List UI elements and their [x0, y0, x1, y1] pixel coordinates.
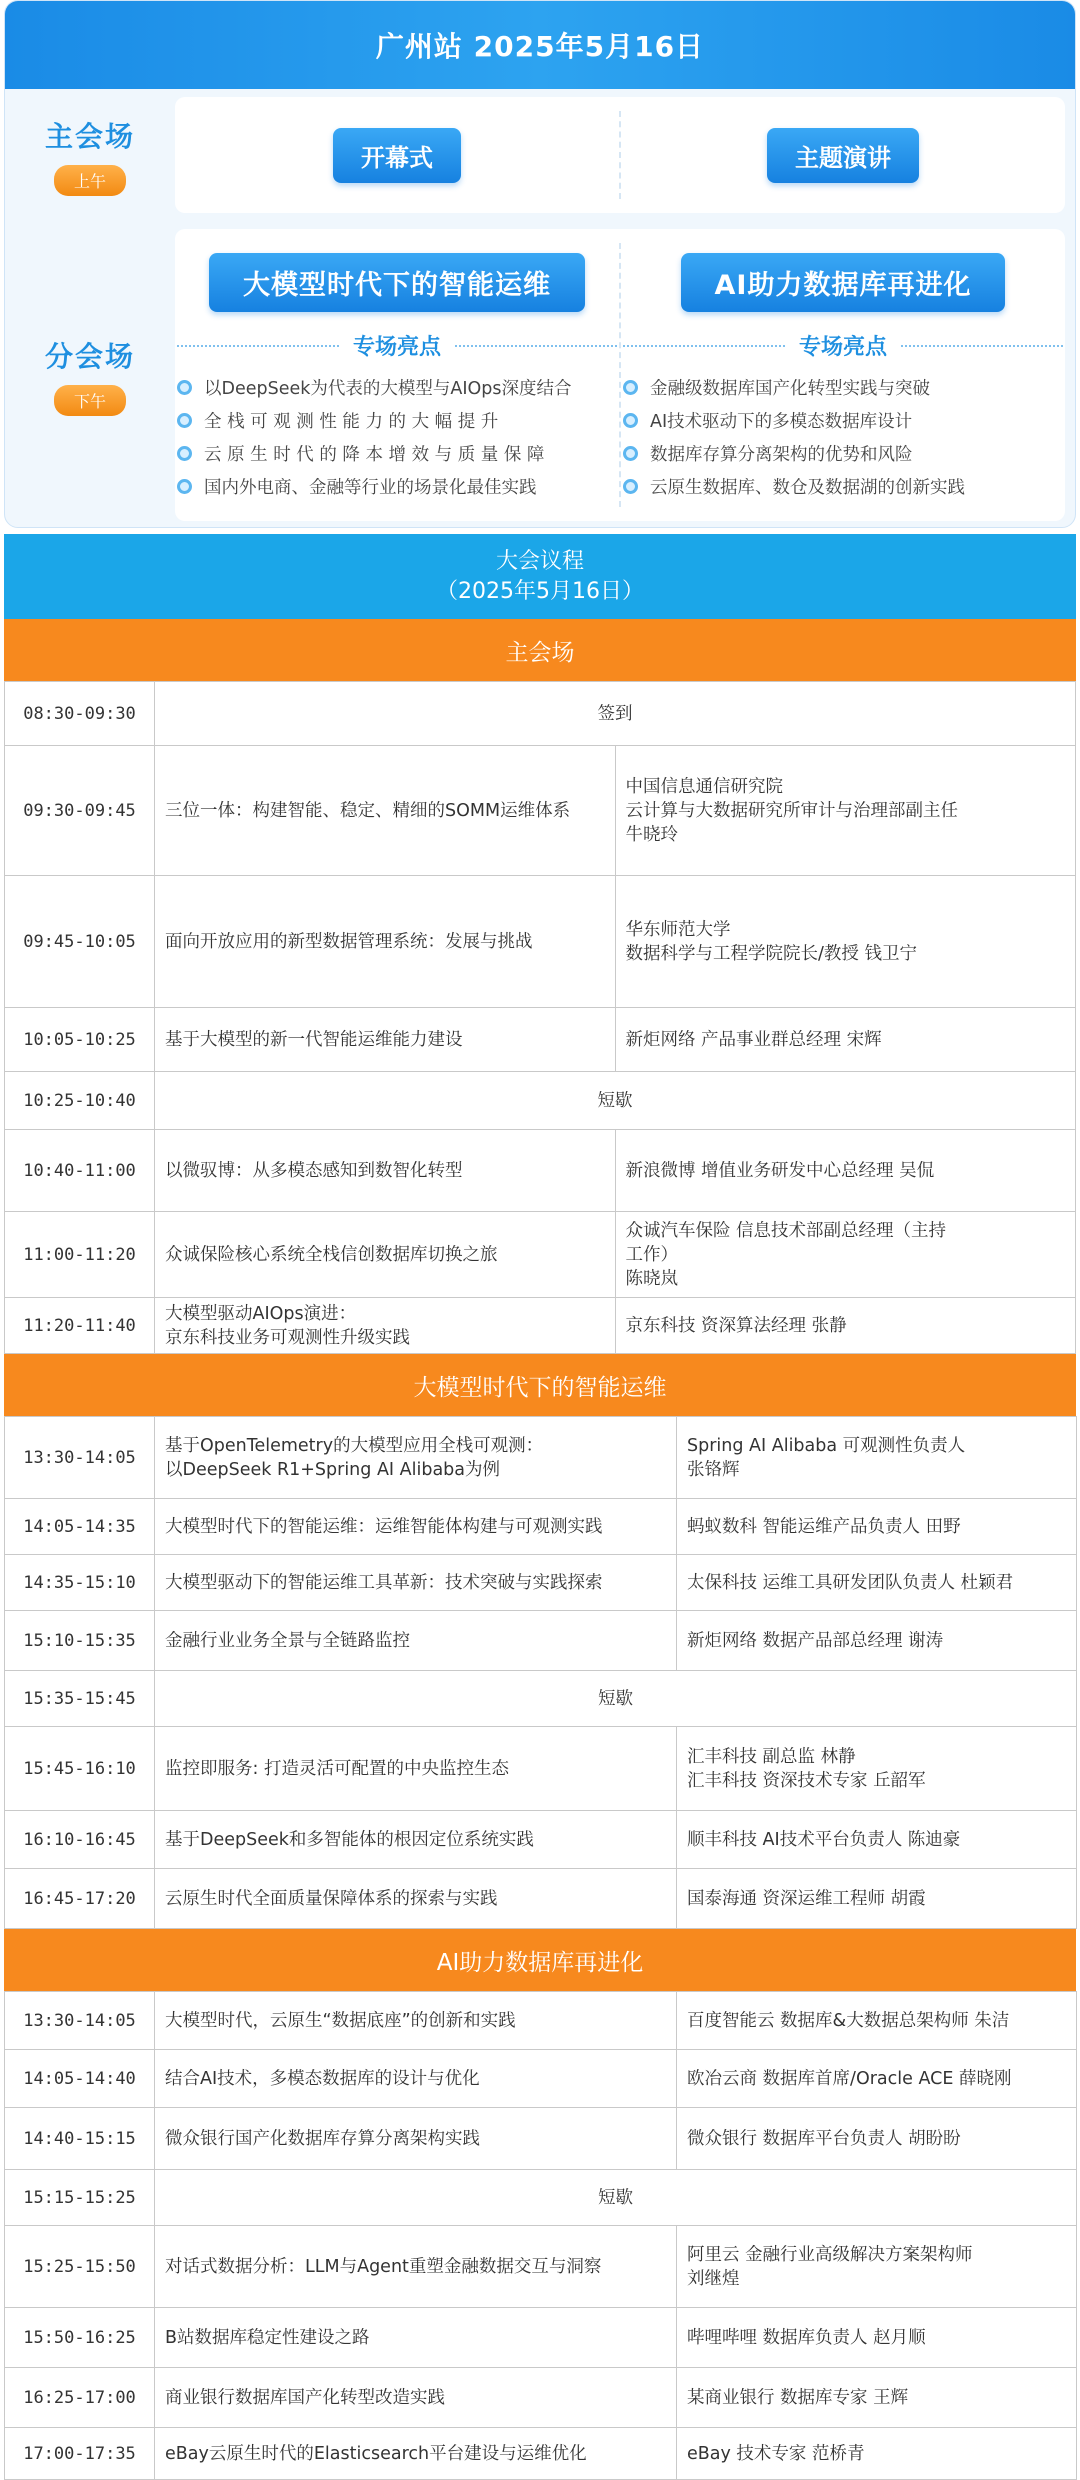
- time-cell: 14:35-15:10: [5, 1555, 155, 1611]
- topic-cell: 大模型驱动下的智能运维工具革新：技术突破与实践探索: [155, 1555, 677, 1611]
- topic-line: 大模型驱动AIOps演进：: [165, 1303, 357, 1324]
- agenda-body: [4, 619, 1076, 2480]
- database-highlight-heading: [623, 330, 1063, 361]
- highlight-text: 金融级数据库国产化转型实践与突破: [650, 379, 930, 399]
- section-header: 大模型时代下的智能运维: [4, 1354, 1076, 1416]
- topic-cell: [155, 1298, 616, 1354]
- table-row: [5, 1130, 1076, 1212]
- speaker-cell: [677, 2368, 1077, 2428]
- afternoon-badge: 下午: [54, 385, 126, 416]
- main-venue-panel: [175, 97, 1065, 213]
- time-cell: 08:30-09:30: [5, 682, 155, 746]
- time-cell: 15:50-16:25: [5, 2308, 155, 2368]
- time-cell: 16:10-16:45: [5, 1811, 155, 1869]
- highlight-text: 国内外电商、金融等行业的场景化最佳实践: [204, 478, 537, 498]
- dotted-line: [455, 345, 617, 347]
- speaker-line: 百度智能云 数据库&大数据总架构师 朱洁: [687, 2010, 1010, 2031]
- table-row: [5, 1072, 1076, 1130]
- speaker-line: 蚂蚁数科 智能运维产品负责人 田野: [687, 1516, 961, 1537]
- list-item: [177, 470, 617, 503]
- database-track-column: [621, 229, 1065, 521]
- circle-bullet-icon: [623, 380, 638, 395]
- speaker-line: 张铬辉: [687, 1459, 740, 1480]
- topic-cell: 大模型时代，云原生“数据底座”的创新和实践: [155, 1992, 677, 2050]
- speaker-line: 欧冶云商 数据库首席/Oracle ACE 薛晓刚: [687, 2068, 1012, 2089]
- time-cell: 15:15-15:25: [5, 2170, 155, 2226]
- time-cell: 13:30-14:05: [5, 1417, 155, 1499]
- speaker-cell: [615, 746, 1076, 876]
- speaker-cell: [677, 2308, 1077, 2368]
- speaker-line: eBay 技术专家 范桥青: [687, 2443, 865, 2464]
- time-cell: 09:30-09:45: [5, 746, 155, 876]
- speaker-line: 工作）: [625, 1244, 678, 1265]
- speaker-line: 哔哩哔哩 数据库负责人 赵月顺: [687, 2327, 926, 2348]
- opening-column: [175, 97, 619, 213]
- topic-cell: 商业银行数据库国产化转型改造实践: [155, 2368, 677, 2428]
- time-cell: 09:45-10:05: [5, 876, 155, 1008]
- topic-line: 以DeepSeek R1+Spring AI Alibaba为例: [165, 1459, 501, 1480]
- topic-cell: 监控即服务: 打造灵活可配置的中央监控生态: [155, 1727, 677, 1811]
- list-item: [177, 404, 617, 437]
- circle-bullet-icon: [623, 413, 638, 428]
- keynote-column: [621, 97, 1065, 213]
- table-row: [5, 1671, 1077, 1727]
- speaker-line: 数据科学与工程学院院长/教授 钱卫宁: [625, 943, 917, 964]
- agenda-title-date: （2025年5月16日）: [436, 578, 644, 604]
- topic-cell: 三位一体：构建智能、稳定、精细的SOMM运维体系: [155, 746, 616, 876]
- topic-cell: 大模型时代下的智能运维：运维智能体构建与可观测实践: [155, 1499, 677, 1555]
- time-cell: 10:05-10:25: [5, 1008, 155, 1072]
- morning-badge: 上午: [54, 165, 126, 196]
- speaker-line: 汇丰科技 副总监 林静: [687, 1746, 856, 1767]
- table-row: [5, 876, 1076, 1008]
- main-venue-row: [5, 89, 1075, 221]
- speaker-line: 太保科技 运维工具研发团队负责人 杜颖君: [687, 1572, 1014, 1593]
- speaker-line: 刘继煌: [687, 2268, 740, 2289]
- opening-ceremony-button[interactable]: 开幕式: [333, 128, 461, 183]
- speaker-cell: [677, 1992, 1077, 2050]
- table-row: [5, 2368, 1077, 2428]
- time-cell: 11:20-11:40: [5, 1298, 155, 1354]
- speaker-line: 京东科技 资深算法经理 张静: [625, 1315, 847, 1336]
- main-venue-label-block: [5, 89, 175, 221]
- speaker-cell: [615, 1212, 1076, 1298]
- overview-card: [4, 0, 1076, 528]
- table-row: [5, 2308, 1077, 2368]
- sub-venue-row: [5, 221, 1075, 528]
- table-row: [5, 746, 1076, 876]
- time-cell: 15:45-16:10: [5, 1727, 155, 1811]
- speaker-line: 众诚汽车保险 信息技术部副总经理（主持: [625, 1220, 947, 1241]
- speaker-line: 国泰海通 资深运维工程师 胡霞: [687, 1888, 926, 1909]
- time-cell: 15:25-15:50: [5, 2226, 155, 2308]
- highlight-text: 数据库存算分离架构的优势和风险: [650, 445, 913, 465]
- topic-cell: 微众银行国产化数据库存算分离架构实践: [155, 2108, 677, 2170]
- speaker-line: 新浪微博 增值业务研发中心总经理 吴侃: [625, 1160, 935, 1181]
- highlight-text: AI技术驱动下的多模态数据库设计: [650, 412, 913, 432]
- speaker-cell: [677, 1611, 1077, 1671]
- topic-cell: 结合AI技术，多模态数据库的设计与优化: [155, 2050, 677, 2108]
- time-cell: 14:05-14:40: [5, 2050, 155, 2108]
- speaker-cell: [615, 876, 1076, 1008]
- speaker-line: 某商业银行 数据库专家 王辉: [687, 2387, 909, 2408]
- aiops-track-button[interactable]: 大模型时代下的智能运维: [209, 253, 585, 312]
- main-venue-label: 主会场: [44, 119, 135, 153]
- break-cell: 短歇: [155, 1072, 1076, 1130]
- time-cell: 14:05-14:35: [5, 1499, 155, 1555]
- circle-bullet-icon: [177, 413, 192, 428]
- table-row: [5, 1555, 1077, 1611]
- sub-venue-label: 分会场: [44, 339, 135, 373]
- time-cell: 16:25-17:00: [5, 2368, 155, 2428]
- highlight-text: 云原生数据库、数仓及数据湖的创新实践: [650, 478, 965, 498]
- speaker-cell: [677, 1417, 1077, 1499]
- keynote-button[interactable]: 主题演讲: [767, 128, 919, 183]
- topic-cell: 基于DeepSeek和多智能体的根因定位系统实践: [155, 1811, 677, 1869]
- speaker-line: 顺丰科技 AI技术平台负责人 陈迪豪: [687, 1829, 961, 1850]
- time-cell: 14:40-15:15: [5, 2108, 155, 2170]
- speaker-cell: [677, 2226, 1077, 2308]
- break-cell: 短歇: [155, 1671, 1077, 1727]
- database-highlight-list: [623, 371, 1063, 503]
- list-item: [623, 437, 1063, 470]
- speaker-line: 新炬网络 数据产品部总经理 谢涛: [687, 1630, 944, 1651]
- speaker-line: 汇丰科技 资深技术专家 丘韶军: [687, 1770, 926, 1791]
- speaker-line: 陈晓岚: [625, 1268, 678, 1289]
- topic-cell: 面向开放应用的新型数据管理系统：发展与挑战: [155, 876, 616, 1008]
- table-row: [5, 2170, 1077, 2226]
- break-cell: 短歇: [155, 2170, 1077, 2226]
- highlight-text: 全 栈 可 观 测 性 能 力 的 大 幅 提 升: [204, 412, 499, 432]
- table-row: [5, 1869, 1077, 1929]
- table-row: [5, 2428, 1077, 2480]
- circle-bullet-icon: [177, 446, 192, 461]
- sub-venue-panel: [175, 229, 1065, 521]
- topic-cell: 金融行业业务全景与全链路监控: [155, 1611, 677, 1671]
- speaker-cell: [615, 1130, 1076, 1212]
- agenda-title-main: 大会议程: [495, 548, 584, 574]
- highlight-text: 以DeepSeek为代表的大模型与AIOps深度结合: [204, 379, 572, 399]
- list-item: [177, 371, 617, 404]
- agenda: [4, 534, 1076, 2480]
- agenda-table: [4, 681, 1076, 1354]
- dotted-line: [177, 345, 339, 347]
- speaker-line: 云计算与大数据研究所审计与治理部副主任: [625, 800, 958, 821]
- topic-cell: B站数据库稳定性建设之路: [155, 2308, 677, 2368]
- agenda-title: [4, 534, 1076, 619]
- time-cell: 11:00-11:20: [5, 1212, 155, 1298]
- agenda-table: [4, 1416, 1077, 1929]
- table-row: [5, 1298, 1076, 1354]
- dotted-line: [623, 345, 785, 347]
- time-cell: 16:45-17:20: [5, 1869, 155, 1929]
- list-item: [623, 371, 1063, 404]
- table-row: [5, 2050, 1077, 2108]
- topic-cell: 云原生时代全面质量保障体系的探索与实践: [155, 1869, 677, 1929]
- speaker-cell: [615, 1008, 1076, 1072]
- table-row: [5, 1008, 1076, 1072]
- table-row: [5, 1611, 1077, 1671]
- table-row: [5, 2108, 1077, 2170]
- speaker-cell: [677, 1727, 1077, 1811]
- topic-cell: 以微驭博：从多模态感知到数智化转型: [155, 1130, 616, 1212]
- table-row: [5, 1727, 1077, 1811]
- topic-cell: eBay云原生时代的Elasticsearch平台建设与运维优化: [155, 2428, 677, 2480]
- table-row: [5, 1811, 1077, 1869]
- circle-bullet-icon: [623, 446, 638, 461]
- topic-cell: 基于大模型的新一代智能运维能力建设: [155, 1008, 616, 1072]
- database-highlight-label: 专场亮点: [799, 335, 888, 360]
- speaker-line: Spring AI Alibaba 可观测性负责人: [687, 1435, 966, 1456]
- speaker-line: 阿里云 金融行业高级解决方案架构师: [687, 2244, 973, 2265]
- table-row: [5, 1417, 1077, 1499]
- speaker-cell: [615, 1298, 1076, 1354]
- section-header: AI助力数据库再进化: [4, 1929, 1076, 1991]
- table-row: [5, 682, 1076, 746]
- speaker-cell: [677, 2050, 1077, 2108]
- time-cell: 10:40-11:00: [5, 1130, 155, 1212]
- topic-cell: 众诚保险核心系统全栈信创数据库切换之旅: [155, 1212, 616, 1298]
- speaker-line: 新炬网络 产品事业群总经理 宋辉: [625, 1029, 882, 1050]
- list-item: [177, 437, 617, 470]
- time-cell: 13:30-14:05: [5, 1992, 155, 2050]
- speaker-cell: [677, 2428, 1077, 2480]
- topic-cell: [155, 1417, 677, 1499]
- time-cell: 15:10-15:35: [5, 1611, 155, 1671]
- section-header: 主会场: [4, 619, 1076, 681]
- speaker-line: 微众银行 数据库平台负责人 胡盼盼: [687, 2128, 961, 2149]
- highlight-text: 云 原 生 时 代 的 降 本 增 效 与 质 量 保 障: [204, 445, 545, 465]
- database-track-button[interactable]: AI助力数据库再进化: [681, 253, 1006, 312]
- topic-line: 基于OpenTelemetry的大模型应用全栈可观测：: [165, 1435, 544, 1456]
- list-item: [623, 470, 1063, 503]
- topic-cell: 对话式数据分析：LLM与Agent重塑金融数据交互与洞察: [155, 2226, 677, 2308]
- sub-venue-label-block: [5, 221, 175, 528]
- speaker-line: 中国信息通信研究院: [625, 776, 783, 797]
- speaker-cell: [677, 1869, 1077, 1929]
- table-row: [5, 2226, 1077, 2308]
- speaker-cell: [677, 2108, 1077, 2170]
- speaker-cell: [677, 1811, 1077, 1869]
- dotted-line: [901, 345, 1063, 347]
- table-row: [5, 1992, 1077, 2050]
- circle-bullet-icon: [623, 479, 638, 494]
- time-cell: 10:25-10:40: [5, 1072, 155, 1130]
- circle-bullet-icon: [177, 380, 192, 395]
- table-row: [5, 1212, 1076, 1298]
- time-cell: 17:00-17:35: [5, 2428, 155, 2480]
- speaker-cell: [677, 1555, 1077, 1611]
- overview-header: 广州站 2025年5月16日: [5, 1, 1075, 89]
- aiops-track-column: [175, 229, 619, 521]
- circle-bullet-icon: [177, 479, 192, 494]
- speaker-line: 牛晓玲: [625, 824, 678, 845]
- aiops-highlight-heading: [177, 330, 617, 361]
- agenda-table: [4, 1991, 1077, 2480]
- aiops-highlight-label: 专场亮点: [353, 335, 442, 360]
- time-cell: 15:35-15:45: [5, 1671, 155, 1727]
- table-row: [5, 1499, 1077, 1555]
- break-cell: 签到: [155, 682, 1076, 746]
- list-item: [623, 404, 1063, 437]
- speaker-cell: [677, 1499, 1077, 1555]
- aiops-highlight-list: [177, 371, 617, 503]
- topic-line: 京东科技业务可观测性升级实践: [165, 1327, 410, 1348]
- speaker-line: 华东师范大学: [625, 919, 731, 940]
